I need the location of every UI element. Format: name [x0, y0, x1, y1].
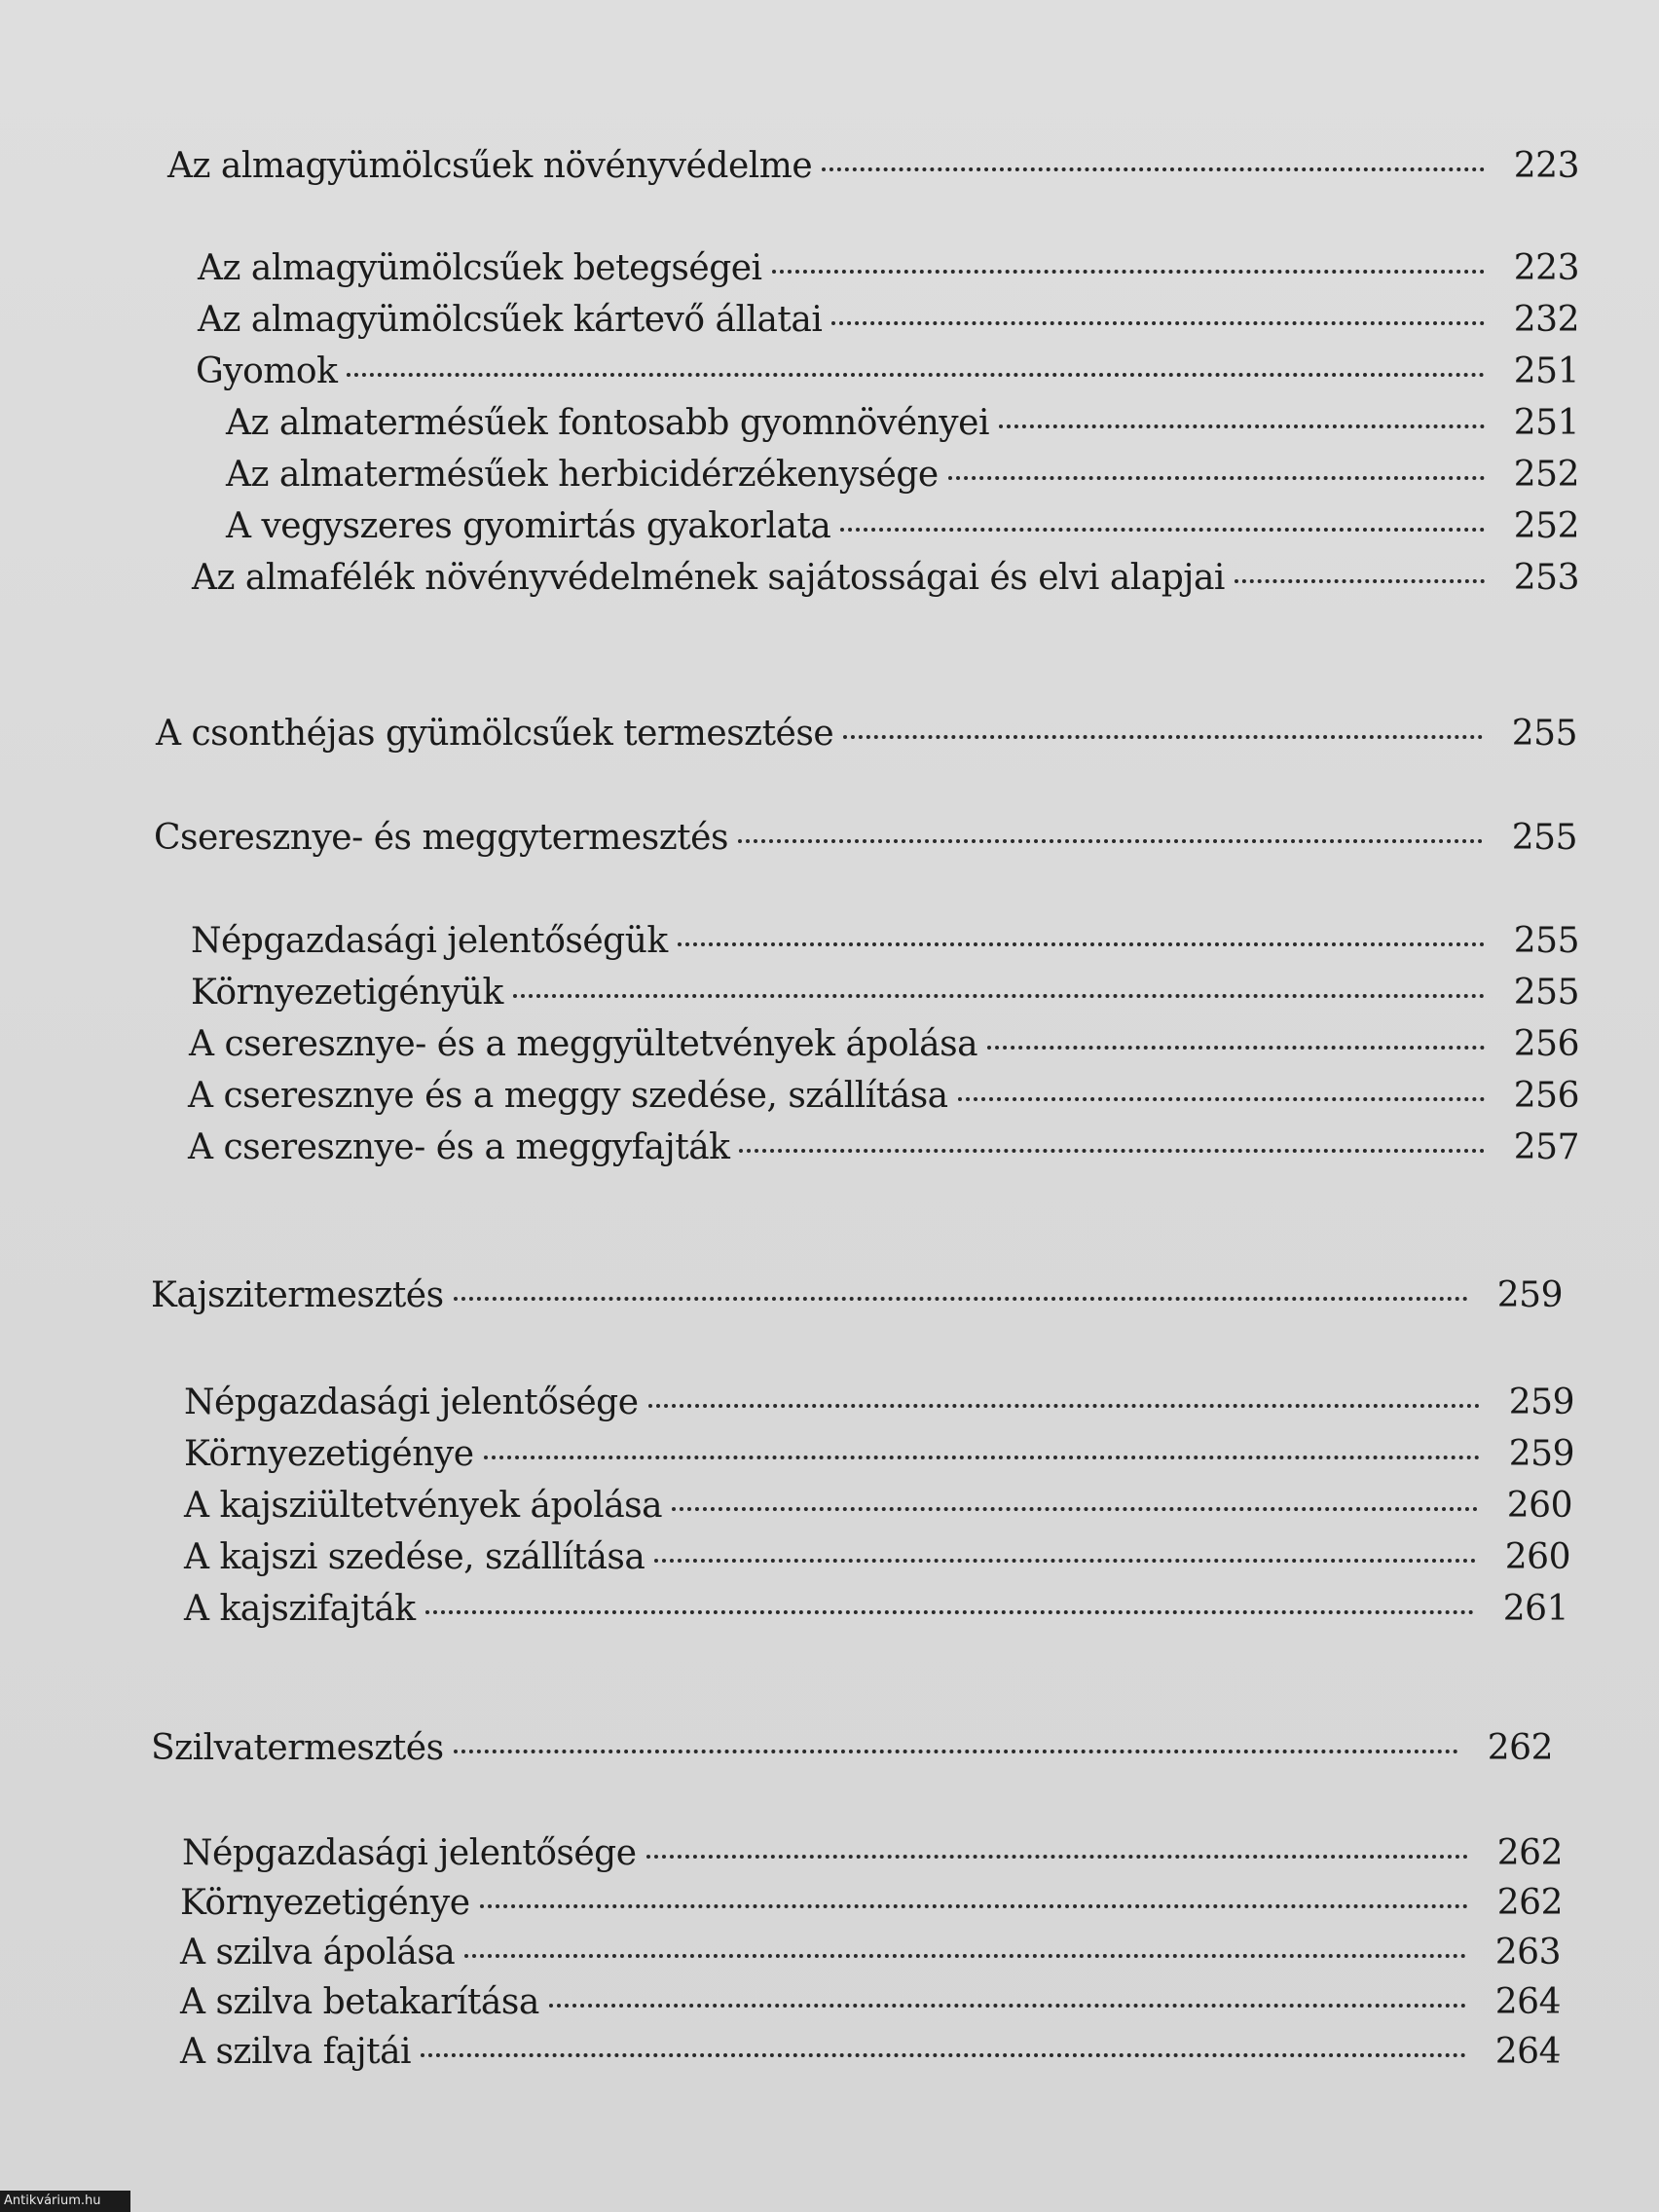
toc-entry-title: Népgazdasági jelentősége — [182, 1833, 637, 1873]
dot-leader — [999, 424, 1485, 428]
toc-entry-page: 257 — [1513, 1127, 1579, 1167]
toc-entry-title: Az almagyümölcsűek betegségei — [198, 248, 762, 288]
toc-entry — [180, 2032, 1561, 2081]
toc-entry-page: 223 — [1513, 146, 1579, 186]
toc-entry-title: Kajszitermesztés — [151, 1275, 444, 1315]
toc-entry-page: 261 — [1502, 1589, 1568, 1629]
dot-leader — [738, 839, 1483, 843]
toc-entry-title: A kajsziültetvények ápolása — [184, 1486, 663, 1526]
toc-entry-page: 251 — [1513, 403, 1579, 443]
toc-entry — [189, 1024, 1579, 1073]
toc-entry-heading — [151, 1275, 1563, 1324]
toc-entry-page: 252 — [1513, 455, 1579, 495]
dot-leader — [421, 2053, 1466, 2057]
toc-entry-sub — [226, 506, 1579, 555]
toc-entry-page: 262 — [1487, 1728, 1553, 1768]
toc-entry — [180, 1982, 1561, 2031]
toc-entry-page: 262 — [1496, 1883, 1563, 1923]
toc-entry — [184, 1537, 1570, 1586]
toc-entry-title: Népgazdasági jelentősége — [184, 1382, 639, 1422]
toc-entry-title: A szilva ápolása — [180, 1933, 456, 1972]
toc-entry-page: 256 — [1513, 1076, 1579, 1116]
toc-entry — [196, 351, 1579, 400]
dot-leader — [672, 1507, 1478, 1511]
toc-entry-page: 232 — [1513, 300, 1579, 340]
toc-entry-page: 256 — [1513, 1024, 1579, 1064]
site-watermark: Antikvárium.hu — [0, 2191, 130, 2212]
toc-entry — [184, 1382, 1574, 1431]
toc-entry-title: Az almatermésűek fontosabb gyomnövényei — [226, 403, 989, 443]
dot-leader — [454, 1297, 1468, 1301]
toc-entry-heading — [154, 818, 1577, 866]
toc-entry — [198, 248, 1579, 297]
toc-entry-page: 260 — [1504, 1537, 1570, 1577]
toc-entry-title: A cseresznye- és a meggyfajták — [188, 1127, 730, 1167]
toc-entry-page: 264 — [1494, 1982, 1561, 2022]
toc-entry — [198, 300, 1579, 349]
toc-entry-heading — [156, 714, 1577, 762]
toc-entry-page: 255 — [1513, 973, 1579, 1013]
toc-entry — [184, 1434, 1574, 1483]
toc-entry-title: A csonthéjas gyümölcsűek termesztése — [156, 714, 834, 754]
toc-entry-title: A cseresznye és a meggy szedése, szállítása — [188, 1076, 948, 1116]
toc-entry — [184, 1486, 1572, 1534]
toc-entry — [191, 973, 1579, 1021]
toc-entry — [191, 921, 1579, 970]
dot-leader — [678, 942, 1485, 946]
dot-leader — [987, 1046, 1485, 1050]
dot-leader — [513, 994, 1485, 998]
toc-entry-title: Környezetigénye — [184, 1434, 474, 1474]
toc-entry-title: Környezetigénye — [180, 1883, 470, 1923]
toc-entry-page: 259 — [1496, 1275, 1563, 1315]
toc-entry-page: 253 — [1513, 558, 1579, 598]
dot-leader — [772, 270, 1485, 274]
toc-entry-title: Gyomok — [196, 351, 338, 391]
toc-entry-title: Az almagyümölcsűek növényvédelme — [167, 146, 813, 186]
toc-entry — [192, 558, 1579, 607]
dot-leader — [484, 1456, 1480, 1459]
toc-entry — [188, 1127, 1579, 1176]
toc-entry-page: 255 — [1511, 714, 1577, 754]
dot-leader — [654, 1559, 1475, 1563]
dot-leader — [958, 1097, 1485, 1101]
toc-entry — [182, 1833, 1563, 1882]
dot-leader — [549, 2004, 1466, 2008]
dot-leader — [1235, 579, 1485, 583]
toc-entry-page: 259 — [1508, 1434, 1574, 1474]
toc-entry — [184, 1589, 1568, 1638]
toc-entry-title: Népgazdasági jelentőségük — [191, 921, 668, 961]
toc-entry-sub — [226, 455, 1579, 503]
dot-leader — [831, 321, 1484, 325]
dot-leader — [480, 1904, 1468, 1908]
toc-entry-title: Az almagyümölcsűek kártevő állatai — [198, 300, 823, 340]
toc-entry-title: A kajszi szedése, szállítása — [184, 1537, 645, 1577]
toc-entry-page: 263 — [1494, 1933, 1561, 1972]
toc-entry-page: 255 — [1513, 921, 1579, 961]
toc-entry-page: 264 — [1494, 2032, 1561, 2072]
toc-entry-page: 260 — [1506, 1486, 1572, 1526]
toc-entry-title: Szilvatermesztés — [151, 1728, 444, 1768]
toc-entry — [180, 1933, 1561, 1981]
toc-entry-title: Környezetigényük — [191, 973, 503, 1013]
dot-leader — [425, 1610, 1474, 1614]
toc-entry-heading — [167, 146, 1579, 195]
toc-entry-title: Az almafélék növényvédelmének sajátosságai és elvi alapjai — [192, 558, 1225, 598]
toc-entry — [180, 1883, 1563, 1932]
toc-entry-title: A szilva fajtái — [180, 2032, 412, 2072]
dot-leader — [822, 167, 1485, 171]
dot-leader — [739, 1149, 1484, 1153]
toc-entry-title: A cseresznye- és a meggyültetvények ápolása — [189, 1024, 978, 1064]
toc-entry-title: A kajszifajták — [184, 1589, 416, 1629]
dot-leader — [840, 528, 1484, 532]
toc-entry-heading — [151, 1728, 1553, 1777]
toc-entry-page: 223 — [1513, 248, 1579, 288]
toc-entry-sub — [226, 403, 1579, 452]
dot-leader — [347, 373, 1484, 377]
dot-leader — [648, 1404, 1480, 1408]
toc-entry-title: Az almatermésűek herbicidérzékenysége — [226, 455, 939, 495]
toc-entry-page: 259 — [1508, 1382, 1574, 1422]
dot-leader — [464, 1954, 1466, 1958]
toc-entry-page: 255 — [1511, 818, 1577, 858]
toc-entry-page: 262 — [1496, 1833, 1563, 1873]
dot-leader — [948, 476, 1485, 480]
toc-entry-page: 252 — [1513, 506, 1579, 546]
toc-entry-title: Cseresznye- és meggytermesztés — [154, 818, 728, 858]
toc-entry-page: 251 — [1513, 351, 1579, 391]
toc-entry-title: A vegyszeres gyomirtás gyakorlata — [226, 506, 831, 546]
toc-entry-title: A szilva betakarítása — [180, 1982, 539, 2022]
toc-entry — [188, 1076, 1579, 1124]
dot-leader — [843, 735, 1483, 739]
dot-leader — [646, 1855, 1468, 1859]
dot-leader — [454, 1750, 1458, 1753]
